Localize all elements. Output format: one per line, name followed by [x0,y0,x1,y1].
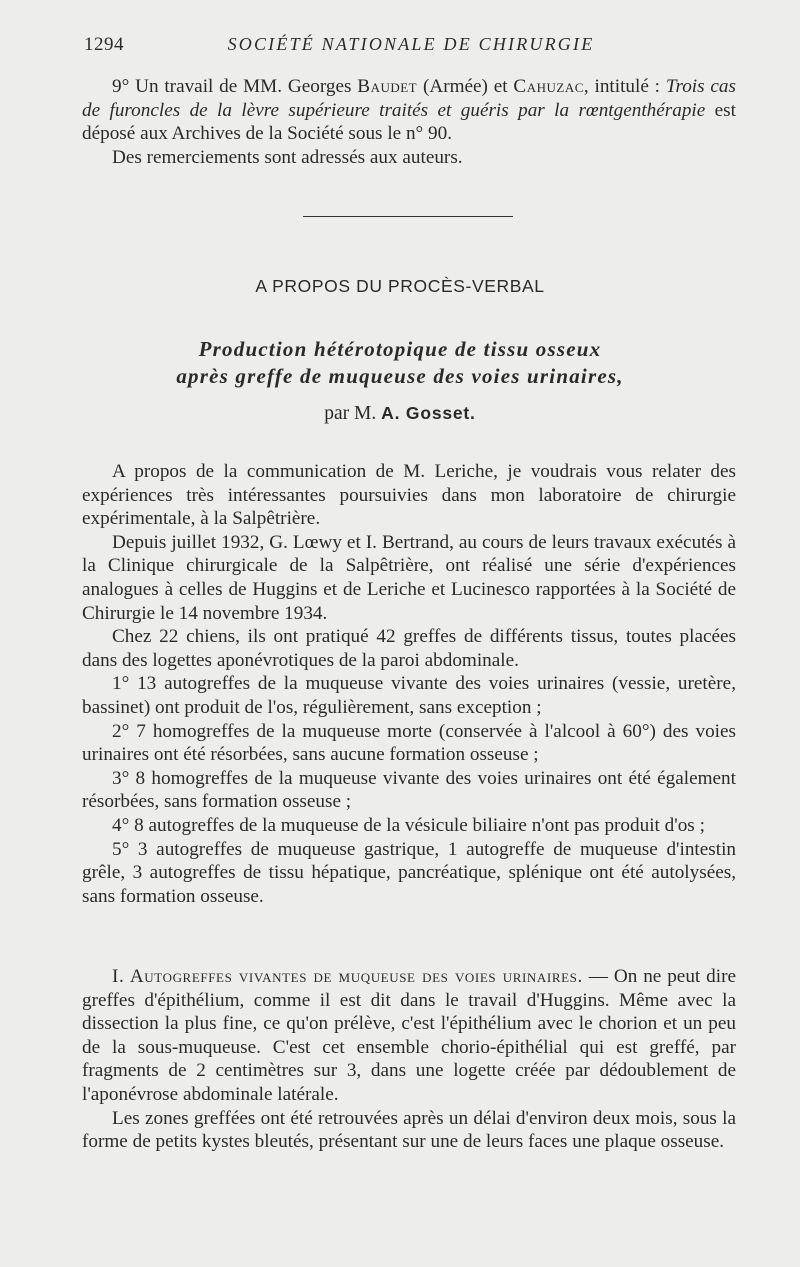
article-paragraph: A propos de la communication de M. Leriche, je voudrais vous relater des expériences très intéressantes poursuivies dans mon laboratoire de chirurgie expérimentale, à la Salpêtrière. [82,461,736,530]
article-paragraph: Chez 22 chiens, ils ont pratiqué 42 greffes de différents tissus, toutes placées dans des logettes aponévrotiques de la paroi abdominale. [82,626,736,671]
byline [0,403,800,425]
author-name-cahuzac: Cahuzac [513,76,584,97]
paragraph-thanks: Des remerciements sont adressés aux auteurs. [112,146,463,168]
article-paragraph: Depuis juillet 1932, G. Lœwy et I. Bertrand, au cours de leurs travaux exécutés à la Clinique chirurgicale de la Salpêtrière, ont réalisé une série d'expériences analogues à celles de Huggins et de Leriche et Lucinesco rapportées à la Société de Chirurgie le 14 novembre 1934. [82,531,736,624]
byline-author: A. Gosset. [381,403,476,423]
section-heading: A PROPOS DU PROCÈS-VERBAL [255,276,545,296]
author-name-baudet: Baudet [357,76,418,97]
page-number: 1294 [84,34,124,55]
section-text: — On ne peut dire greffes d'épithélium, comme il est dit dans le travail d'Huggins. Même avec la dissection la plus fine, ce qu'on prélève, c'est l'épithélium avec le chorion et un peu de la sous-muqueuse. C'est cet ensemble chorio-épithélial qui est greffé, par fragments de 2 centimètres sur 3, dans une logette créée par dédoublement de l'aponévrose abdominale latérale. [82,966,736,1105]
list-item: 5° 3 autogreffes de muqueuse gastrique, 1 autogreffe de muqueuse d'intestin grêle, 3 autogreffes de tissu hépatique, pancréatique, splénique ont été autolysées, sans formation osseuse. [82,838,736,907]
section-paragraph [82,965,736,1107]
running-header [84,34,738,58]
article-paragraph: Les zones greffées ont été retrouvées après un délai d'environ deux mois, sous la forme de petits kystes bleutés, présentant sur une de leurs faces une plaque osseuse. [82,1107,736,1153]
list-item: 3° 8 homogreffes de la muqueuse vivante des voies urinaires ont été également résorbées, sans formation osseuse ; [82,767,736,813]
text-run: (Armée) et [417,76,514,97]
text-run: 9° Un travail de MM. Georges [112,76,358,97]
article-title-line: après greffe de muqueuse des voies urinaires, [176,364,624,388]
paragraph-archive-deposit [82,75,736,146]
article-section-1 [82,965,736,1154]
running-title: SOCIÉTÉ NATIONALE DE CHIRURGIE [227,34,595,54]
section-divider [303,216,513,217]
text-run: est déposé aux Archives de la Société sous le n° 90. [82,99,736,145]
byline-prefix: par M. [324,403,382,424]
top-paragraphs [82,75,736,169]
text-run: , intitulé : [583,76,666,97]
article-body [82,460,736,908]
list-item: 2° 7 homogreffes de la muqueuse morte (conservée à l'alcool à 60°) des voies urinaires ont été résorbées, sans aucune formation osseuse ; [82,720,736,766]
article-title [0,336,800,390]
article-title-line: Production hétérotopique de tissu osseux [198,337,602,361]
list-item: 1° 13 autogreffes de la muqueuse vivante des voies urinaires (vessie, uretère, bassinet) ont produit de l'os, régulièrement, sans exception ; [82,673,736,718]
section-lead: I. Autogreffes vivantes de muqueuse des voies urinaires. [112,966,583,987]
list-item: 4° 8 autogreffes de la muqueuse de la vésicule biliaire n'ont pas produit d'os ; [112,814,705,836]
work-title: Trois cas de furoncles de la lèvre supérieure traités et guéris par la rœntgenthérapie [82,76,736,121]
